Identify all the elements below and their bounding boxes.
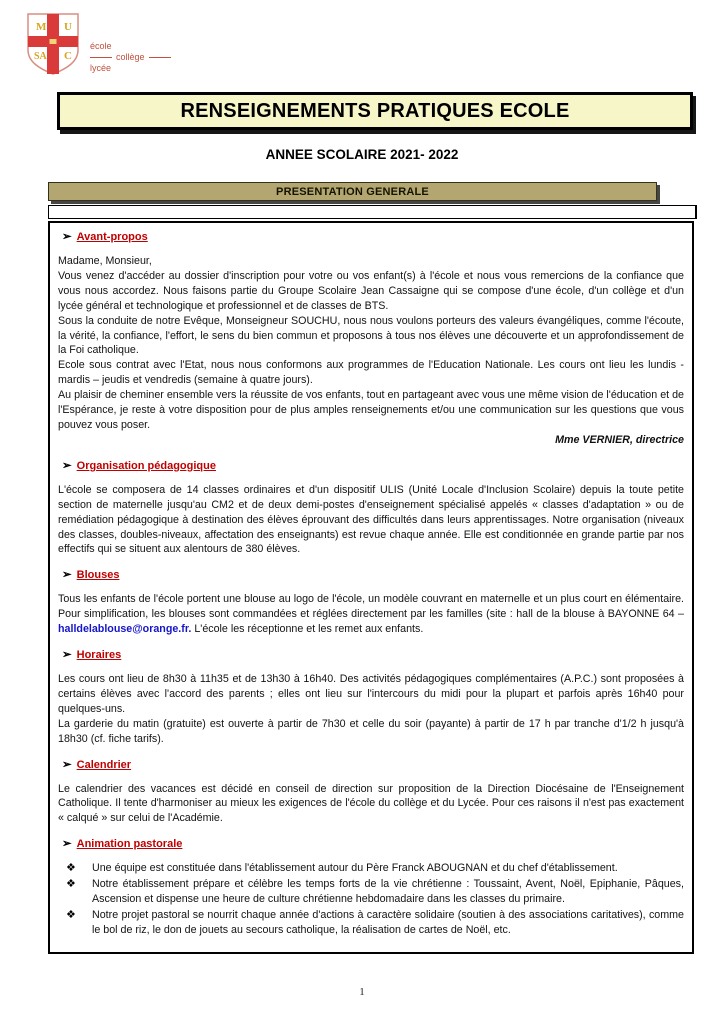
- blouses-text-after-link: L'école les réceptionne et les remet aux enfants.: [191, 623, 424, 636]
- pastorale-bullet-3: Notre projet pastoral se nourrit chaque année d'actions à caractère solidaire (soutien à des associations caritatives), comme le bol de riz, le don de jouets au secours catholique, la réalisation de cartes de Noël, etc.: [92, 909, 684, 936]
- section-title-horaires: Horaires: [76, 649, 122, 662]
- crest-shield-icon: [26, 12, 80, 76]
- section-title-organisation: Organisation pédagogique: [76, 459, 216, 472]
- diamond-bullet-icon: ❖: [66, 862, 76, 875]
- arrow-bullet-icon: ➢: [62, 649, 72, 662]
- svg-text:M: M: [36, 21, 47, 33]
- title-banner: [57, 92, 693, 130]
- pastorale-bullet-1: Une équipe est constituée dans l'établissement autour du Père Franck ABOUGNAN et du chef d'établissement.: [92, 862, 618, 875]
- section-title-avant-propos: Avant-propos: [76, 231, 148, 243]
- horaires-paragraph-1: Les cours ont lieu de 8h30 à 11h35 et de 13h30 à 16h40. Des activités pédagogiques complémentaires (A.P.C.) sont proposées à certains élèves avec l'accord des parents ; elles ont lieu sur l'intercours du midi pour la plupart et parfois après 16h40 pour quelques-uns.: [58, 673, 684, 715]
- director-signature: Mme VERNIER, directrice: [555, 433, 684, 446]
- logo-wordmark: [90, 41, 171, 76]
- section-bar-presentation-generale: [48, 182, 657, 201]
- horaires-paragraph-2: La garderie du matin (gratuite) est ouverte à partir de 7h30 et celle du soir (payante) à partir de 17 h par tranche d'1/2 h jusqu'à 18h30 (cf. fiche tarifs).: [58, 717, 684, 745]
- diamond-bullet-icon: ❖: [66, 909, 76, 921]
- blouse-email-link[interactable]: halldelablouse@orange.fr.: [58, 623, 192, 636]
- section-title-blouses: Blouses: [76, 569, 120, 582]
- avant-propos-paragraph-3: Ecole sous contrat avec l'Etat, nous nous conformons aux programmes de l'Education Nationale. Les cours ont lieu les lundis - mardis – jeudis et vendredis (semaine à quatre jours).: [58, 359, 684, 387]
- section-heading-avant-propos: [62, 229, 684, 243]
- section-heading-pastorale: [62, 836, 684, 850]
- logo-word-lycee: lycée: [90, 63, 112, 73]
- pastorale-bullet-list: [58, 861, 684, 938]
- list-item: [66, 908, 684, 938]
- page-title: RENSEIGNEMENTS PRATIQUES ECOLE: [180, 99, 570, 122]
- svg-text:C: C: [64, 50, 72, 62]
- arrow-bullet-icon: ➢: [62, 838, 72, 851]
- organisation-paragraph: L'école se composera de 14 classes ordinaires et d'un dispositif ULIS (Unité Locale d'Inclusion Scolaire) depuis la toute petite section de maternelle jusqu'au CM2 et de deux demi-postes d'enseignement spécialisé appelés « classes d'adaptation » ou de remédiation pédagogique à destination des élèves éprouvant des difficultés dans leurs apprentissages. Notre organisation (niveaux des classes, doubles-niveaux, affectation des enseignants) est revue chaque année. Elle est conditionnée en grande partie par nos effectifs qui se situent aux alentours de 380 élèves.: [58, 483, 684, 556]
- arrow-bullet-icon: ➢: [62, 231, 72, 243]
- section-heading-horaires: [62, 647, 684, 661]
- blouses-paragraph: [58, 592, 684, 637]
- calendrier-paragraph: Le calendrier des vacances est décidé en conseil de direction sur proposition de la Direction Diocésaine de l'Enseignement Catholique. Il tente d'harmoniser au mieux les exigences de l'école du collège et du Lycée. Pour ces raisons il n'est pas exactement « calqué » sur celui de l'Académie.: [58, 782, 684, 825]
- arrow-bullet-icon: ➢: [62, 569, 72, 582]
- section-title-calendrier: Calendrier: [76, 758, 132, 771]
- section-heading-blouses: [62, 567, 684, 581]
- empty-strip-box: [48, 205, 697, 219]
- school-crest-logo: [26, 12, 171, 76]
- page-number: 1: [359, 986, 365, 998]
- list-item: [66, 877, 684, 907]
- avant-propos-salutation: Madame, Monsieur,: [58, 255, 152, 267]
- logo-word-college: collège: [116, 52, 145, 62]
- section-heading-organisation: [62, 458, 684, 472]
- arrow-bullet-icon: ➢: [62, 459, 72, 472]
- pastorale-bullet-2: Notre établissement prépare et célèbre les temps forts de la vie chrétienne : Toussaint, Avent, Noël, Epiphanie, Pâques, Ascension et dispense une heure de culture chrétienne hebdomadaire dans les classes du primaire.: [92, 878, 684, 906]
- svg-text:SA: SA: [34, 51, 47, 62]
- avant-propos-paragraph-1: Vous venez d'accéder au dossier d'inscription pour votre ou vos enfant(s) à l'école et nous vous remercions de la confiance que vous nous accordez. Nous faisons partie du Groupe Scolaire Jean Cassaigne qui se compose d'une école, d'un collège et d'un lycée général et technologique et professionnel et de classes de BTS.: [58, 269, 684, 312]
- section-heading-calendrier: [62, 757, 684, 771]
- diamond-bullet-icon: ❖: [66, 878, 76, 891]
- avant-propos-paragraph-4: Au plaisir de cheminer ensemble vers la réussite de vos enfants, tout en partageant avec vous une même vision de l'éducation et de l'Espérance, je reste à votre disposition pour de plus amples renseignements et/ou une communication sur les questions que vous pouvez vous poser.: [58, 389, 684, 431]
- list-item: [66, 861, 684, 876]
- school-year-subtitle: ANNEE SCOLAIRE 2021- 2022: [265, 147, 459, 162]
- svg-text:U: U: [64, 21, 72, 33]
- main-content-box: [48, 221, 694, 954]
- logo-dash-left: [90, 57, 112, 58]
- arrow-bullet-icon: ➢: [62, 758, 72, 771]
- section-bar-label: PRESENTATION GENERALE: [276, 185, 429, 198]
- logo-dash-right: [149, 57, 171, 58]
- blouses-text-before-link: Tous les enfants de l'école portent une blouse au logo de l'école, un modèle couvrant en maternelle et un plus court en élémentaire. Pour simplification, les blouses sont commandées et réglées directement par les familles (site : hall de la blouse à BAYONNE 64 –: [58, 593, 684, 621]
- section-title-pastorale: Animation pastorale: [76, 838, 183, 851]
- avant-propos-paragraph-2: Sous la conduite de notre Evêque, Monseigneur SOUCHU, nous nous voulons porteurs des valeurs évangéliques, comme l'écoute, la vérité, la confiance, l'effort, le sens du bien commun et proposons à tous nos élèves une découverte et un approfondissement de la Foi catholique.: [58, 314, 684, 357]
- logo-word-ecole: école: [90, 41, 112, 51]
